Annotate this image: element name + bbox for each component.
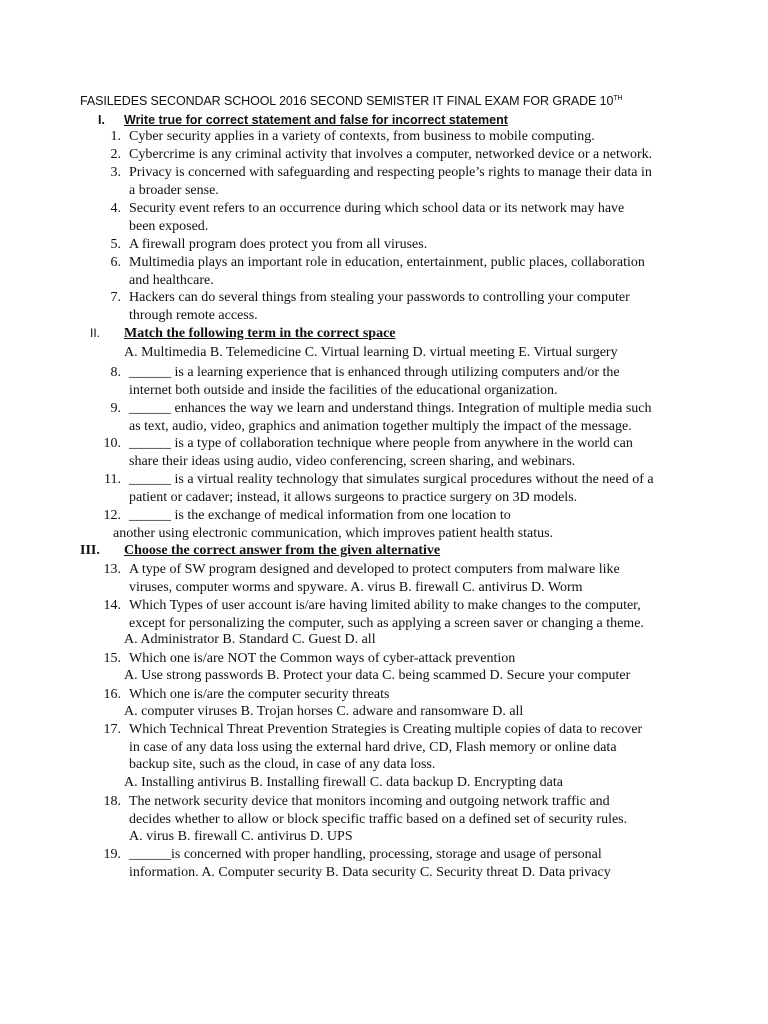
match-options: A. Multimedia B. Telemedicine C. Virtual learning D. virtual meeting E. Virtual surgery (124, 345, 618, 360)
exam-page: FASILEDES SECONDAR SCHOOL 2016 SECOND SEMISTER IT FINAL EXAM FOR GRADE 10TH I. Write true for correct statement and false for incorrect statement 1. Cyber security applies in a variety of contexts, from business to mobile computing. 2. Cybercrime is any criminal activity that involves a computer, networked device or a network. 3. Privacy is concerned with safeguarding and respecting people’s rights to manage their data in a broader sense. 4. Security event refers to an occurrence during which school data or its network may have been exposed. 5. A firewall program does protect you from all viruses. 6. Multimedia plays an important role in education, entertainment, public places, collaboration and healthcare. 7. Hackers can do several things from stealing your passwords to controlling your computer through remote access. II. Match the following term in the correct space A. Multimedia B. Telemedicine C. Virtual learning D. virtual meeting E. Virtual surgery 8. ______ is a learning experience that is enhanced through utilizing computers and/or the internet both outside and inside the facilities of the educational organization. 9. ______ enhances the way we learn and understand things. Integration of multiple media such as text, audio, video, graphics and animation together multiply the impact of the message. 10. ______ is a type of collaboration technique where people from anywhere in the world can share their ideas using audio, video conferencing, screen sharing, and webinars. 11. ______ is a virtual reality technology that simulates surgical procedures without the need of a patient or cadaver; instead, it allows surgeons to practice surgery on 3D models. 12. ______ is the exchange of medical information from one location to another using electronic communication, which improves patient health status. III. Choose the correct answer from the given alternative 13. A type of SW program designed and developed to protect computers from malware like viruses, computer worms and spyware. A. virus B. firewall C. antivirus D. Worm 14. Which Types of user account is/are having limited ability to make changes to the computer, except for personalizing the computer, such as applying a screen saver or changing a theme. A. Administrator B. Standard C. Guest D. all 15. Which one is/are NOT the Common ways of cyber-attack prevention A. Use strong passwords B. Protect your data C. being scammed D. Secure your computer 16. Which one is/are the computer security threats A. computer viruses B. Trojan horses C. adware and ransomware D. all 17. Which Technical Threat Prevention Strategies is Creating multiple copies of data to recover in case of any data loss using the external hard drive, CD, Flash memory or online data backup site, such as the cloud, in case of any data loss. A. Installing antivirus B. Installing firewall C. data backup D. Encrypting data 18. The network security device that monitors incoming and outgoing network traffic and decides whether to allow or block specific traffic based on a defined set of security rules. A. virus B. firewall C. antivirus D. UPS 19. ______is concerned with proper handling, processing, storage and usage of personal information. A. Computer security B. Data security C. Security threat D. Data privacy (80, 94, 654, 880)
section-2-heading: Match the following term in the correct space (124, 326, 396, 341)
section-2-number: II. (90, 326, 101, 340)
question-17-options: A. Installing antivirus B. Installing firewall C. data backup D. Encrypting data (124, 775, 563, 790)
question-14-options: A. Administrator B. Standard C. Guest D. all (124, 632, 376, 647)
question-15-options: A. Use strong passwords B. Protect your data C. being scammed D. Secure your computer (124, 668, 631, 683)
question-12-continuation: another using electronic communication, which improves patient health status. (113, 526, 554, 541)
section-3-number: III. (80, 543, 100, 558)
exam-title: FASILEDES SECONDAR SCHOOL 2016 SECOND SEMISTER IT FINAL EXAM FOR GRADE 10TH (80, 94, 623, 108)
question-16-options: A. computer viruses B. Trojan horses C. adware and ransomware D. all (124, 704, 524, 719)
section-1-number: I. (98, 113, 105, 127)
section-1-heading: Write true for correct statement and false for incorrect statement (124, 113, 508, 127)
section-3-heading: Choose the correct answer from the given alternative (124, 543, 441, 558)
